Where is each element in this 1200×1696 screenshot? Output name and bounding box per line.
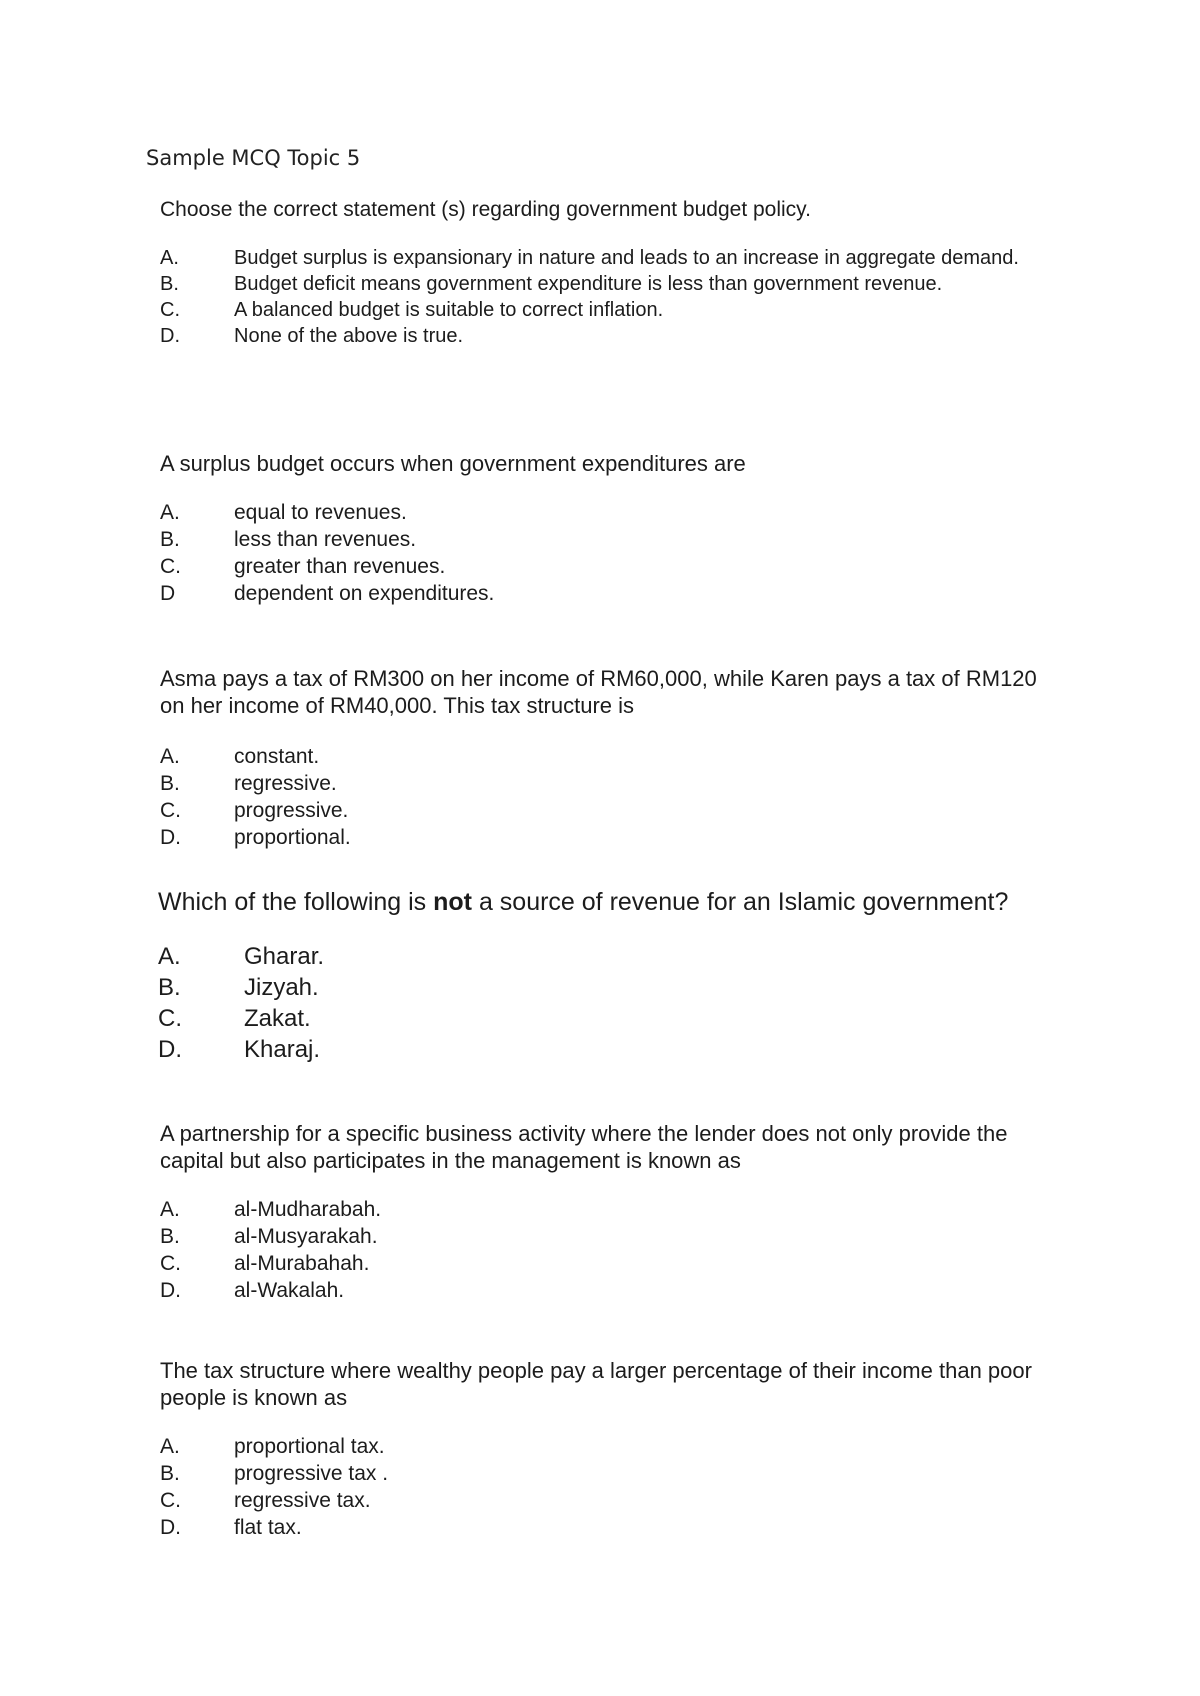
option-c [160, 553, 1020, 580]
option-b [160, 271, 1020, 297]
option-text: Budget deficit means government expenditure is less than government revenue. [234, 273, 943, 295]
stem-text: a source of revenue for an Islamic government? [472, 888, 1009, 916]
option-list [160, 245, 1020, 349]
question-2 [160, 450, 1020, 607]
option-a [160, 743, 1060, 770]
option-list [160, 1196, 1040, 1304]
option-letter: D. [158, 1036, 182, 1063]
option-letter: D. [160, 826, 181, 849]
option-letter: A. [160, 501, 180, 524]
option-text: Zakat. [244, 1005, 311, 1032]
option-letter: B. [160, 528, 180, 551]
option-list [160, 1433, 1040, 1541]
option-letter: C. [160, 1489, 181, 1512]
question-stem: Choose the correct statement (s) regarding government budget policy. [160, 198, 811, 221]
option-d [158, 1034, 1078, 1065]
option-letter: D. [160, 325, 180, 347]
option-letter: C. [160, 555, 181, 578]
option-letter: D. [160, 1279, 181, 1302]
option-letter: A. [158, 943, 181, 970]
option-text: regressive tax. [234, 1489, 371, 1512]
option-text: greater than revenues. [234, 555, 446, 578]
option-d [160, 580, 1020, 607]
question-stem [158, 887, 1078, 917]
option-c [158, 1003, 1078, 1034]
option-text: al-Murabahah. [234, 1252, 370, 1275]
question-stem: A partnership for a specific business activity where the lender does not only provide the capital but also participates in the management is known as [160, 1121, 1008, 1173]
option-letter: B. [160, 273, 179, 295]
question-6 [160, 1357, 1040, 1541]
option-letter: C. [160, 799, 181, 822]
option-b [160, 1460, 1040, 1487]
option-text: None of the above is true. [234, 325, 464, 347]
option-letter: A. [160, 1198, 180, 1221]
question-stem: A surplus budget occurs when government expenditures are [160, 451, 746, 476]
option-a [160, 245, 1020, 271]
option-letter: B. [160, 1462, 180, 1485]
option-text: A balanced budget is suitable to correct inflation. [234, 299, 664, 321]
option-list [158, 941, 1078, 1065]
option-b [160, 1223, 1040, 1250]
option-c [160, 1487, 1040, 1514]
page-title: Sample MCQ Topic 5 [146, 146, 361, 170]
option-text: Jizyah. [244, 974, 319, 1001]
option-text: equal to revenues. [234, 501, 407, 524]
option-b [160, 526, 1020, 553]
question-1 [160, 196, 1020, 349]
option-c [160, 297, 1020, 323]
option-letter: C. [160, 299, 180, 321]
option-text: al-Mudharabah. [234, 1198, 382, 1221]
option-a [158, 941, 1078, 972]
option-text: dependent on expenditures. [234, 582, 495, 605]
option-letter: D. [160, 1516, 181, 1539]
option-letter: A. [160, 247, 179, 269]
option-d [160, 1514, 1040, 1541]
option-list [160, 743, 1060, 851]
option-list [160, 499, 1020, 607]
option-d [160, 824, 1060, 851]
question-5 [160, 1120, 1040, 1304]
option-letter: A. [160, 745, 180, 768]
option-text: al-Wakalah. [234, 1279, 345, 1302]
question-stem: Asma pays a tax of RM300 on her income of RM60,000, while Karen pays a tax of RM120 on her income of RM40,000. This tax structure is [160, 666, 1037, 718]
option-text: proportional tax. [234, 1435, 385, 1458]
option-letter: C. [158, 1005, 182, 1032]
question-3 [160, 665, 1060, 851]
option-text: proportional. [234, 826, 351, 849]
question-stem: The tax structure where wealthy people pay a larger percentage of their income than poor people is known as [160, 1358, 1032, 1410]
option-text: progressive. [234, 799, 349, 822]
option-text: Gharar. [244, 943, 325, 970]
question-4 [158, 887, 1078, 1065]
option-letter: B. [160, 772, 180, 795]
option-text: Budget surplus is expansionary in nature and leads to an increase in aggregate demand. [234, 247, 1019, 269]
option-a [160, 1433, 1040, 1460]
option-text: regressive. [234, 772, 337, 795]
option-text: constant. [234, 745, 320, 768]
option-text: flat tax. [234, 1516, 302, 1539]
option-letter: D [160, 582, 176, 605]
option-letter: B. [160, 1225, 180, 1248]
option-text: Kharaj. [244, 1036, 321, 1063]
option-letter: B. [158, 974, 181, 1001]
option-a [160, 1196, 1040, 1223]
option-b [160, 770, 1060, 797]
option-text: less than revenues. [234, 528, 417, 551]
option-b [158, 972, 1078, 1003]
stem-emphasis: not [433, 888, 472, 916]
option-a [160, 499, 1020, 526]
option-text: progressive tax . [234, 1462, 389, 1485]
option-c [160, 797, 1060, 824]
option-c [160, 1250, 1040, 1277]
option-text: al-Musyarakah. [234, 1225, 378, 1248]
stem-text: Which of the following is [158, 888, 434, 916]
option-d [160, 323, 1020, 349]
option-letter: C. [160, 1252, 181, 1275]
option-d [160, 1277, 1040, 1304]
option-letter: A. [160, 1435, 180, 1458]
